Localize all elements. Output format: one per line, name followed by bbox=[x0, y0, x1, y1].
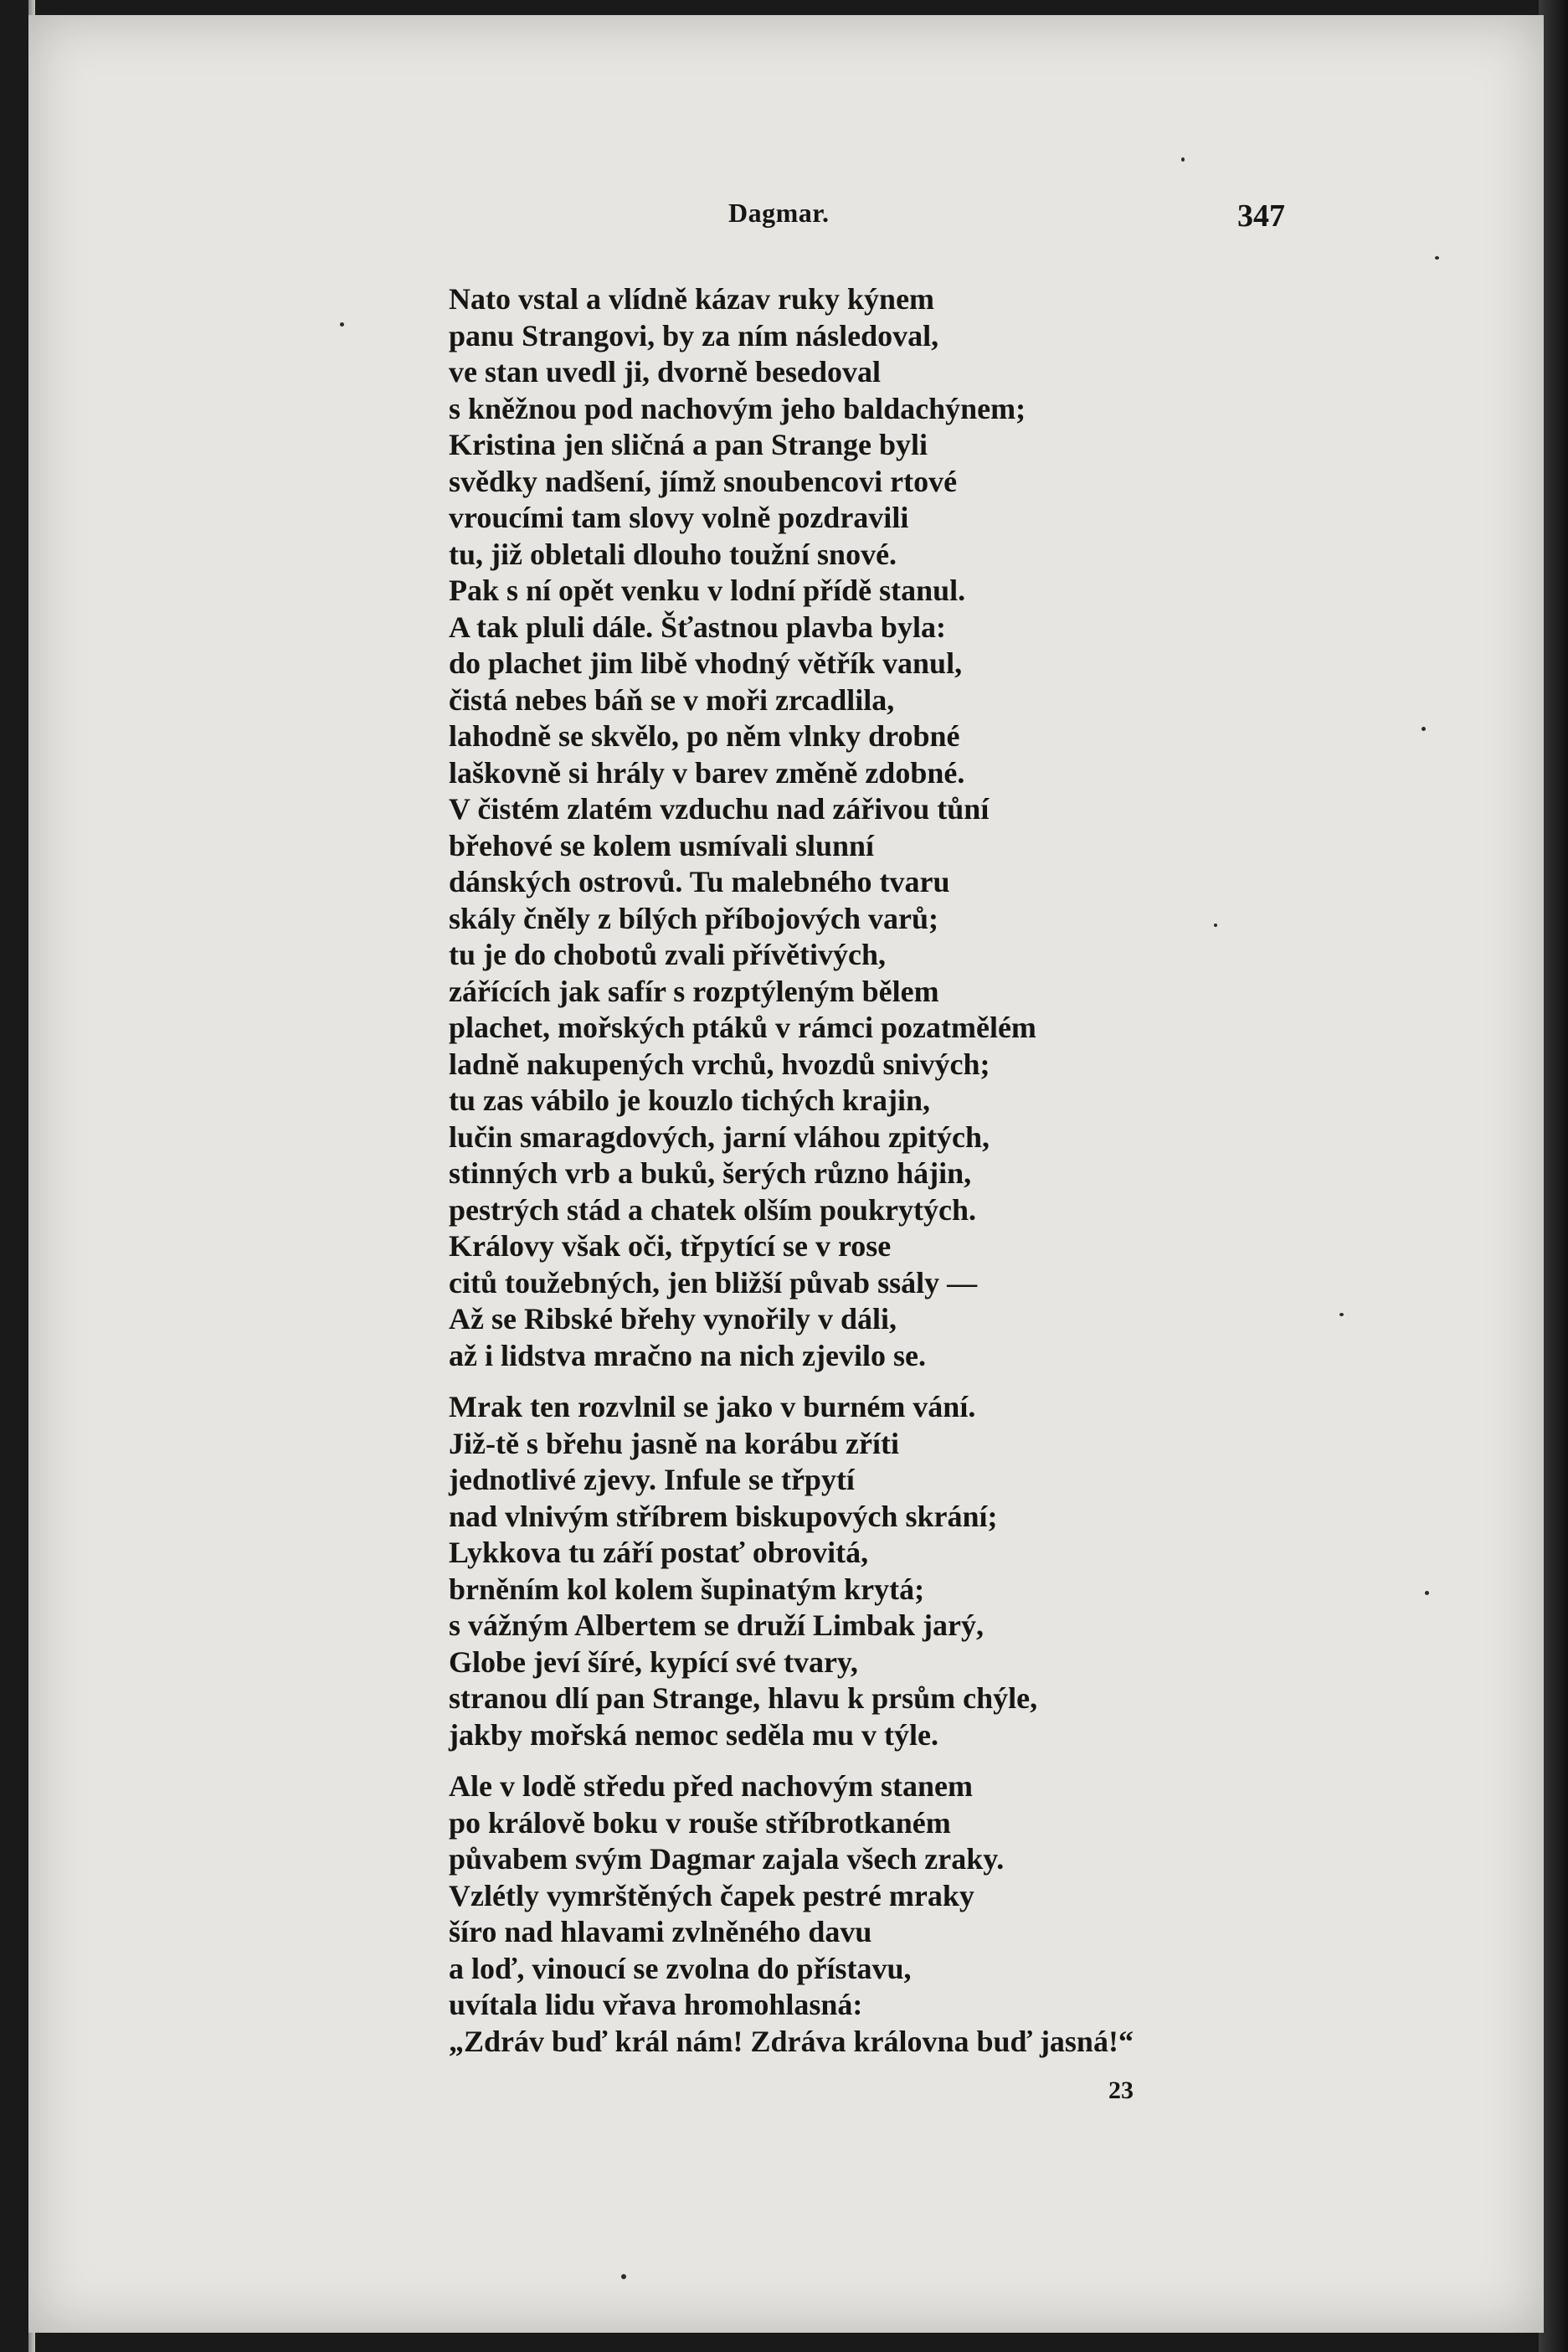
page-header bbox=[28, 198, 1544, 248]
stanza-3 bbox=[449, 1768, 1537, 2060]
verse-line: čistá nebes báň se v moři zrcadlila, bbox=[449, 682, 895, 717]
paper-speck bbox=[1435, 256, 1439, 260]
verse-line: ve stan uvedl ji, dvorně besedoval bbox=[449, 355, 882, 389]
verse-line: panu Strangovi, by za ním následoval, bbox=[449, 318, 939, 353]
verse-line: skály čněly z bílých příbojových varů; bbox=[449, 901, 939, 935]
running-title: Dagmar. bbox=[728, 198, 830, 228]
verse-line: do plachet jim libě vhodný větřík vanul, bbox=[449, 646, 963, 680]
verse-line: Lykkova tu září postať obrovitá, bbox=[449, 1536, 869, 1569]
verse-line: Až se Ribské břehy vynořily v dáli, bbox=[449, 1302, 897, 1336]
verse-line: Kristina jen sličná a pan Strange byli bbox=[449, 428, 928, 461]
paper-speck bbox=[340, 322, 344, 327]
verse-line: Globe jeví šíré, kypící své tvary, bbox=[449, 1644, 858, 1679]
page-number: 347 bbox=[1237, 198, 1285, 234]
stanza-2 bbox=[449, 1389, 1537, 1753]
verse-line: laškovně si hrály v barev změně zdobné. bbox=[449, 755, 965, 790]
verse-line: jakby mořská nemoc seděla mu v týle. bbox=[449, 1717, 938, 1752]
verse-line: Ale v lodě středu před nachovým stanem bbox=[449, 1769, 973, 1803]
verse-line: plachet, mořských ptáků v rámci pozatmělém bbox=[449, 1011, 1036, 1044]
stanza-1 bbox=[449, 281, 1537, 1374]
verse-line: Nato vstal a vlídně kázav ruky kýnem bbox=[449, 282, 935, 316]
verse-line: V čistém zlatém vzduchu nad zářivou tůní bbox=[449, 792, 990, 826]
paper-speck bbox=[621, 2274, 626, 2279]
verse-line: a loď, vinoucí se zvolna do přístavu, bbox=[449, 1951, 912, 1985]
verse-line: A tak pluli dále. Šťastnou plavba byla: bbox=[449, 610, 946, 644]
verse-line: uvítala lidu vřava hromohlasná: bbox=[449, 1988, 863, 2021]
printer-signature-mark: 23 bbox=[1108, 2077, 1134, 2104]
poem-text bbox=[449, 281, 1537, 2060]
verse-line: vroucími tam slovy volně pozdravili bbox=[449, 501, 909, 534]
verse-line: Vzlétly vymrštěných čapek pestré mraky bbox=[449, 1878, 974, 1912]
verse-line: nad vlnivým stříbrem biskupových skrání; bbox=[449, 1499, 998, 1533]
verse-line: jednotlivé zjevy. Infule se třpytí bbox=[449, 1463, 855, 1496]
verse-line: „Zdráv buď král nám! Zdráva královna buď jasná!“ bbox=[449, 2024, 1134, 2058]
verse-line: tu zas vábilo je kouzlo tichých krajin, bbox=[449, 1083, 931, 1117]
verse-line: dánských ostrovů. Tu malebného tvaru bbox=[449, 865, 950, 898]
verse-line: s vážným Albertem se druží Limbak jarý, bbox=[449, 1608, 984, 1642]
verse-line: pestrých stád a chatek olším poukrytých. bbox=[449, 1192, 977, 1227]
verse-line: Již-tě s břehu jasně na korábu zříti bbox=[449, 1426, 899, 1460]
verse-line: stranou dlí pan Strange, hlavu k prsům chýle, bbox=[449, 1681, 1038, 1715]
paper-speck bbox=[1421, 727, 1426, 731]
verse-line: šíro nad hlavami zvlněného davu bbox=[449, 1915, 872, 1948]
verse-line: svědky nadšení, jímž snoubencovi rtové bbox=[449, 464, 958, 498]
verse-line: tu je do chobotů zvali přívětivých, bbox=[449, 938, 886, 971]
verse-line: ladně nakupených vrchů, hvozdů snivých; bbox=[449, 1047, 990, 1081]
verse-line: stinných vrb a buků, šerých různo hájin, bbox=[449, 1156, 972, 1190]
paper-speck bbox=[1425, 1591, 1429, 1595]
verse-line: zářících jak safír s rozptýleným bělem bbox=[449, 974, 939, 1008]
verse-line: Pak s ní opět venku v lodní přídě stanul. bbox=[449, 574, 966, 607]
verse-line: Mrak ten rozvlnil se jako v burném vání. bbox=[449, 1390, 976, 1423]
verse-line: po králově boku v rouše stříbrotkaném bbox=[449, 1805, 951, 1840]
verse-line: brněním kol kolem šupinatým krytá; bbox=[449, 1572, 925, 1606]
verse-line: lučin smaragdových, jarní vláhou zpitých, bbox=[449, 1119, 990, 1154]
paper-speck bbox=[1181, 157, 1185, 162]
paper-speck bbox=[1214, 924, 1217, 927]
verse-line: Královy však oči, třpytící se v rose bbox=[449, 1229, 892, 1263]
paper-speck bbox=[1339, 1313, 1344, 1316]
verse-line: lahodně se skvělo, po něm vlnky drobné bbox=[449, 719, 960, 753]
verse-line: břehové se kolem usmívali slunní bbox=[449, 828, 875, 862]
verse-line: citů toužebných, jen bližší půvab ssály — bbox=[449, 1265, 978, 1300]
verse-line: půvabem svým Dagmar zajala všech zraky. bbox=[449, 1842, 1005, 1876]
verse-line: až i lidstva mračno na nich zjevilo se. bbox=[449, 1338, 926, 1372]
verse-line: s kněžnou pod nachovým jeho baldachýnem; bbox=[449, 391, 1026, 425]
verse-line: tu, již obletali dlouho toužní snové. bbox=[449, 537, 897, 571]
book-page bbox=[28, 15, 1544, 2333]
